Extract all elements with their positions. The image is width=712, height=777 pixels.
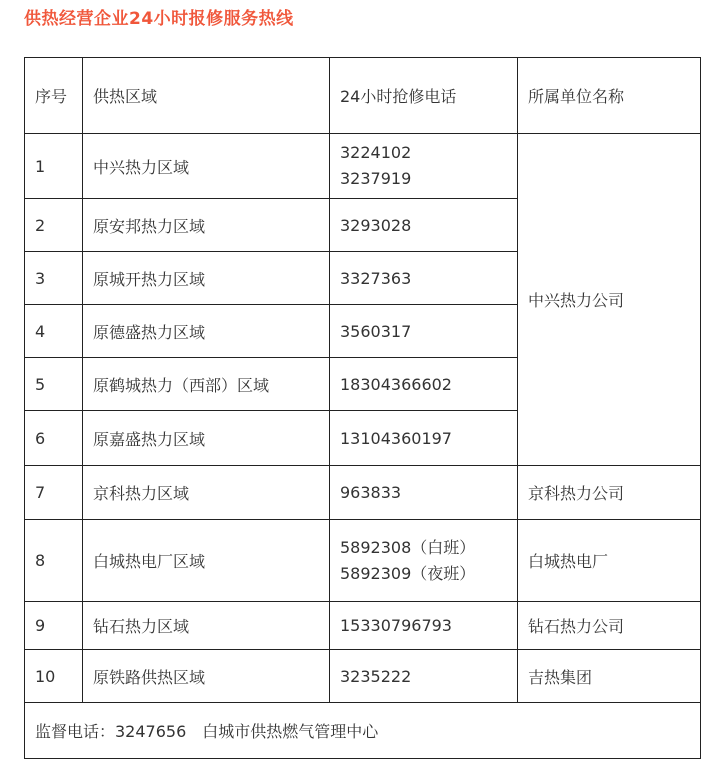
page-title: 供热经营企业24小时报修服务热线	[24, 9, 294, 29]
row-no: 4	[25, 305, 83, 358]
phone-number: 3237919	[340, 169, 412, 188]
supervision-contact: 监督电话：3247656 白城市供热燃气管理中心	[25, 703, 701, 759]
row-no: 3	[25, 252, 83, 305]
row-area: 原铁路供热区域	[83, 650, 330, 703]
row-unit: 白城热电厂	[518, 520, 701, 602]
phone-number: 5892309（夜班）	[340, 563, 476, 583]
header-cell-unit: 所属单位名称	[518, 58, 701, 134]
header-cell-no: 序号	[25, 58, 83, 134]
row-phone: 18304366602	[330, 358, 518, 411]
row-area: 原安邦热力区域	[83, 199, 330, 252]
row-phone: 3235222	[330, 650, 518, 703]
row-phone	[330, 134, 518, 199]
row-phone: 3560317	[330, 305, 518, 358]
table-footer-row	[25, 703, 701, 759]
row-unit: 中兴热力公司	[518, 134, 701, 466]
row-no: 2	[25, 199, 83, 252]
row-area: 原鹤城热力（西部）区域	[83, 358, 330, 411]
table-row	[25, 520, 701, 602]
row-no: 5	[25, 358, 83, 411]
table-row	[25, 602, 701, 650]
row-unit: 京科热力公司	[518, 466, 701, 520]
row-no: 10	[25, 650, 83, 703]
row-phone: 13104360197	[330, 411, 518, 466]
header-cell-phone: 24小时抢修电话	[330, 58, 518, 134]
row-phone: 3327363	[330, 252, 518, 305]
row-area: 中兴热力区域	[83, 134, 330, 199]
row-area: 白城热电厂区域	[83, 520, 330, 602]
hotline-table	[24, 57, 701, 759]
row-no: 1	[25, 134, 83, 199]
row-area: 钻石热力区域	[83, 602, 330, 650]
row-area: 原城开热力区域	[83, 252, 330, 305]
phone-number: 5892308（白班）	[340, 537, 476, 557]
row-phone: 15330796793	[330, 602, 518, 650]
phone-number: 3224102	[340, 143, 412, 162]
row-area: 原嘉盛热力区域	[83, 411, 330, 466]
row-no: 8	[25, 520, 83, 602]
row-area: 京科热力区域	[83, 466, 330, 520]
row-area: 原德盛热力区域	[83, 305, 330, 358]
table-row	[25, 466, 701, 520]
table-row	[25, 134, 701, 199]
row-phone: 3293028	[330, 199, 518, 252]
table-row	[25, 650, 701, 703]
row-phone: 963833	[330, 466, 518, 520]
row-no: 9	[25, 602, 83, 650]
row-unit: 吉热集团	[518, 650, 701, 703]
table-header-row	[25, 58, 701, 134]
row-unit: 钻石热力公司	[518, 602, 701, 650]
row-phone	[330, 520, 518, 602]
row-no: 6	[25, 411, 83, 466]
header-cell-area: 供热区域	[83, 58, 330, 134]
row-no: 7	[25, 466, 83, 520]
